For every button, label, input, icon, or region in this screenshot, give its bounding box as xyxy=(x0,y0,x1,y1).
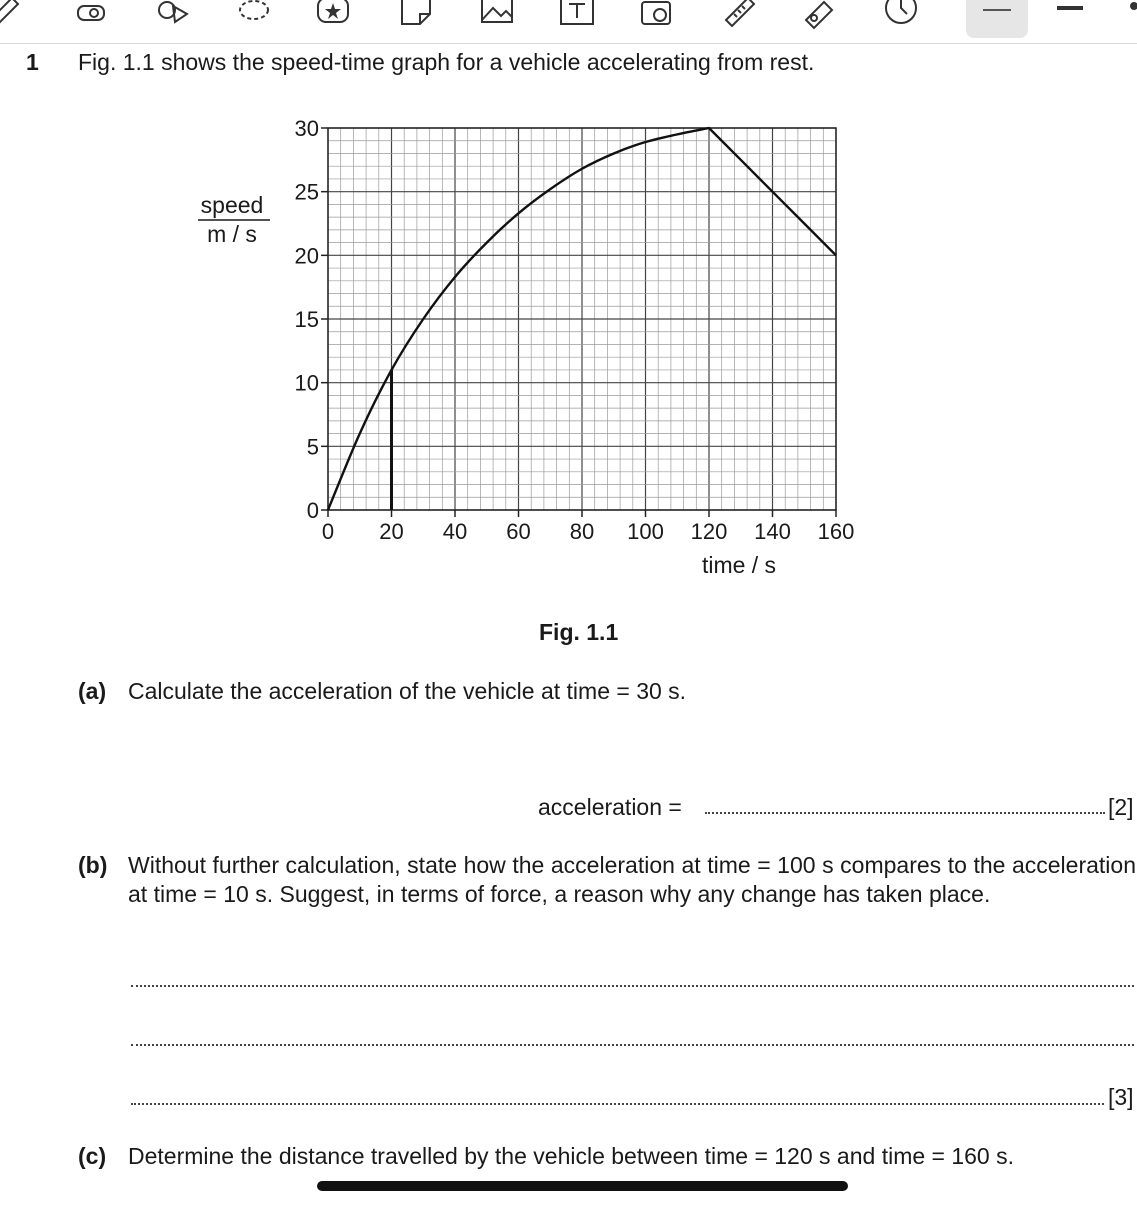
x-tick-label: 60 xyxy=(506,519,531,544)
y-axis-label-unit: m / s xyxy=(207,221,257,247)
sticky-note-icon[interactable] xyxy=(396,0,436,30)
y-axis-label-speed: speed xyxy=(200,192,264,218)
part-b-question: Without further calculation, state how the acceleration at time = 100 s compares to the acceleration at time = 10 s. Suggest, in terms of force, a reason why any change has taken place. xyxy=(128,852,1136,907)
figure-caption: Fig. 1.1 xyxy=(539,619,619,645)
y-tick-label: 20 xyxy=(294,243,319,269)
pen-icon[interactable] xyxy=(0,0,26,30)
part-b-marks: [3] xyxy=(1108,1084,1134,1110)
x-axis-label: time / s xyxy=(701,552,777,578)
y-tick-label: 30 xyxy=(294,116,319,141)
more-icon[interactable] xyxy=(1118,0,1137,30)
thick-line-icon[interactable] xyxy=(1051,0,1091,30)
part-b-answer-line-3[interactable] xyxy=(131,1103,1104,1105)
timer-icon[interactable] xyxy=(881,0,921,30)
image-icon[interactable] xyxy=(477,0,517,30)
x-tick-label: 120 xyxy=(690,519,728,544)
question-intro: Fig. 1.1 shows the speed-time graph for a vehicle accelerating from rest. xyxy=(78,49,815,75)
part-a-marks: [2] xyxy=(1108,794,1134,820)
home-indicator[interactable] xyxy=(317,1181,848,1191)
camera-icon[interactable] xyxy=(638,0,678,30)
graph-axes xyxy=(321,128,836,517)
part-a-label: (a) xyxy=(78,678,107,704)
annotation-toolbar xyxy=(0,0,1137,44)
question-number: 1 xyxy=(26,49,39,75)
part-c-question: Determine the distance travelled by the vehicle between time = 120 s and time = 160 s. xyxy=(128,1143,1015,1169)
y-tick-label: 10 xyxy=(294,370,319,396)
part-c-label: (c) xyxy=(78,1143,107,1169)
part-b-answer-line-1[interactable] xyxy=(131,985,1134,987)
text-box-icon[interactable] xyxy=(557,0,597,30)
y-tick-label: 0 xyxy=(306,498,319,523)
x-tick-label: 0 xyxy=(321,519,335,544)
y-tick-label: 15 xyxy=(294,307,319,332)
toolbar-divider xyxy=(0,43,1137,44)
acceleration-answer-label: acceleration = xyxy=(538,794,682,820)
eraser-icon[interactable] xyxy=(72,0,112,30)
thin-line-icon[interactable] xyxy=(977,0,1017,30)
y-tick-label: 25 xyxy=(294,179,319,205)
x-tick-label: 160 xyxy=(817,519,855,544)
ruler-icon[interactable] xyxy=(720,0,760,30)
acceleration-answer-line[interactable] xyxy=(705,812,1105,814)
y-tick-label: 5 xyxy=(306,434,319,460)
graph-labels xyxy=(198,116,854,578)
x-tick-label: 20 xyxy=(379,519,404,544)
speed-time-graph xyxy=(190,100,870,590)
part-b-label: (b) xyxy=(78,852,108,878)
lasso-icon[interactable] xyxy=(234,0,274,30)
x-tick-label: 140 xyxy=(754,519,791,544)
part-b-answer-line-2[interactable] xyxy=(131,1044,1134,1046)
x-tick-label: 80 xyxy=(569,519,595,544)
part-a-question: Calculate the acceleration of the vehicle at time = 30 s. xyxy=(128,678,687,704)
graph-grid xyxy=(328,128,836,510)
x-tick-label: 100 xyxy=(627,519,664,544)
x-tick-label: 40 xyxy=(442,519,468,544)
shapes-icon[interactable] xyxy=(153,0,193,30)
laser-pointer-icon[interactable] xyxy=(800,0,840,30)
sticker-icon[interactable] xyxy=(314,0,354,30)
